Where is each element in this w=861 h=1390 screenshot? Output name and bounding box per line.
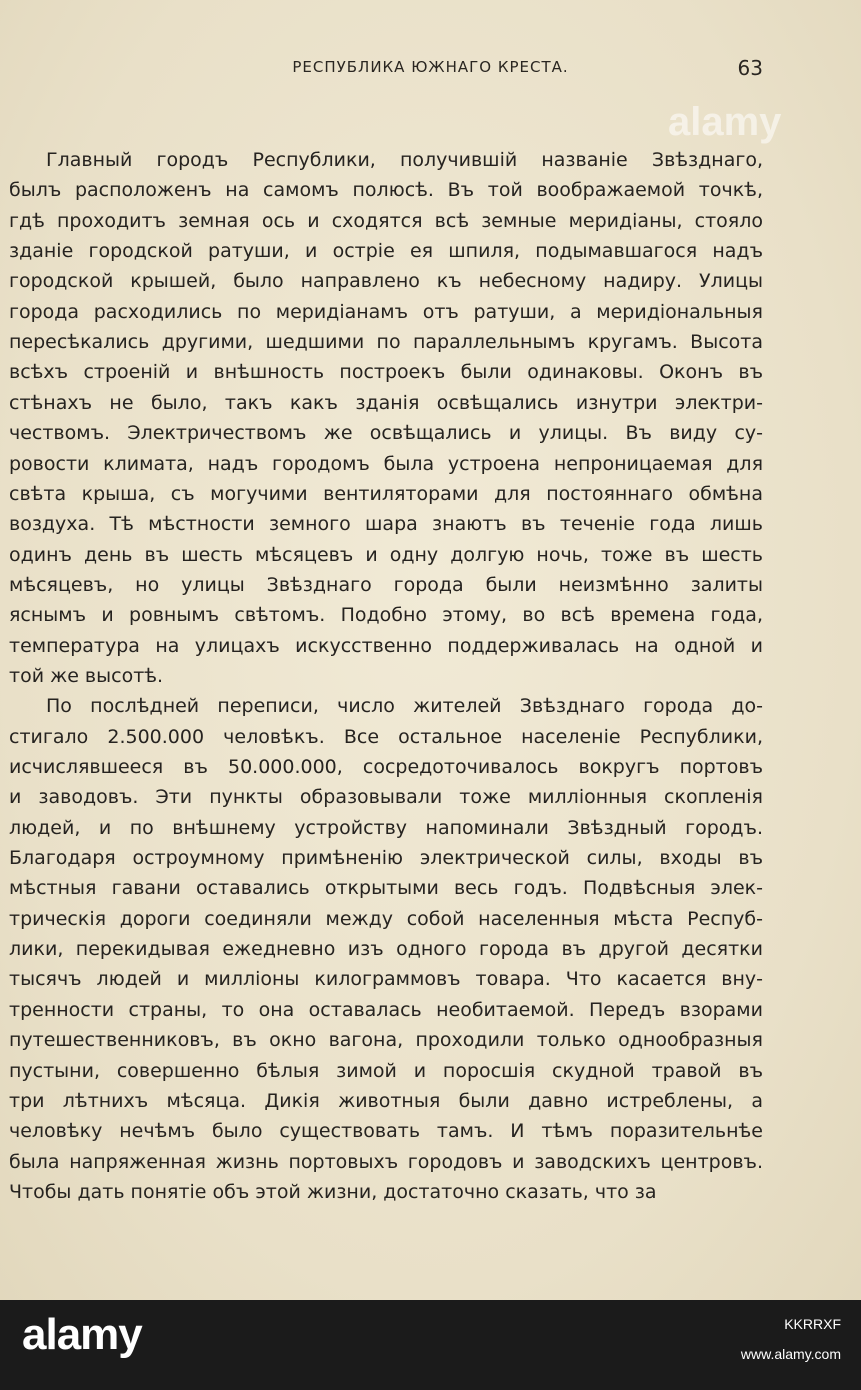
- text-line: лики, перекидывая ежедневно изъ одного города въ другой десятки: [9, 938, 763, 960]
- stock-logo-text: alamy: [22, 1310, 142, 1359]
- text-line: исчислявшееся въ 50.000.000, сосредоточивалось вокругъ портовъ: [9, 756, 763, 778]
- text-line: путешественниковъ, въ окно вагона, проходили только однообразныя: [9, 1029, 763, 1051]
- text-line: тренности страны, то она оставалась необитаемой. Передъ взорами: [9, 999, 763, 1021]
- text-line: температура на улицахъ искусственно поддерживалась на одной и: [9, 635, 763, 657]
- running-title: РЕСПУБЛИКА ЮЖНАГО КРЕСТА.: [292, 58, 569, 76]
- text-line: трическія дороги соединяли между собой населенныя мѣста Респуб-: [9, 908, 763, 930]
- text-line: Чтобы дать понятіе объ этой жизни, достаточно сказать, что за: [9, 1181, 657, 1203]
- image-id: KKRRXF: [784, 1316, 841, 1332]
- text-line: воздуха. Тѣ мѣстности земного шара знаютъ въ теченіе года лишь: [9, 513, 763, 535]
- text-line: Главный городъ Республики, получившій названіе Звѣзднаго,: [46, 149, 763, 171]
- text-line: свѣта крыша, съ могучими вентиляторами для постояннаго обмѣна: [9, 483, 763, 505]
- text-line: зданіе городской ратуши, и остріе ея шпиля, подымавшагося надъ: [9, 240, 763, 262]
- stock-url: www.alamy.com: [740, 1346, 841, 1362]
- text-line: Благодаря остроумному примѣненію электрической силы, входы въ: [9, 847, 763, 869]
- text-line: города расходились по меридіанамъ отъ ратуши, а меридіональныя: [9, 301, 763, 323]
- text-line: былъ расположенъ на самомъ полюсѣ. Въ той воображаемой точкѣ,: [9, 179, 763, 201]
- text-line: мѣстныя гавани оставались открытыми весь годъ. Подвѣсныя элек-: [9, 877, 763, 899]
- text-line: стигало 2.500.000 человѣкъ. Все остальное населеніе Республики,: [9, 726, 763, 748]
- text-line: всѣхъ строеній и внѣшность построекъ были одинаковы. Оконъ въ: [9, 361, 763, 383]
- text-line: стѣнахъ не было, такъ какъ зданія освѣщались изнутри электри-: [9, 392, 763, 414]
- text-line: пересѣкались другими, шедшими по параллельнымъ кругамъ. Высота: [9, 331, 763, 353]
- text-line: мѣсяцевъ, но улицы Звѣзднаго города были неизмѣнно залиты: [9, 574, 763, 596]
- text-line: и заводовъ. Эти пункты образовывали тоже милліонныя скопленія: [9, 786, 763, 808]
- text-line: пустыни, совершенно бѣлыя зимой и поросшія скудной травой въ: [9, 1060, 763, 1082]
- stock-footer: [0, 1300, 861, 1390]
- text-line: ровости климата, надъ городомъ была устроена непроницаемая для: [9, 453, 763, 475]
- text-line: одинъ день въ шесть мѣсяцевъ и одну долгую ночь, тоже въ шесть: [9, 544, 763, 566]
- page-number: 63: [737, 56, 763, 80]
- text-line: людей, и по внѣшнему устройству напоминали Звѣздный городъ.: [9, 817, 763, 839]
- text-line: гдѣ проходитъ земная ось и сходятся всѣ земные меридіаны, стояло: [9, 210, 763, 232]
- text-line: тысячъ людей и милліоны килограммовъ товара. Что касается вну-: [9, 968, 763, 990]
- watermark-text: alamy: [668, 100, 782, 144]
- text-line: три лѣтнихъ мѣсяца. Дикія животныя были давно истреблены, а: [9, 1090, 763, 1112]
- text-line: была напряженная жизнь портовыхъ городовъ и заводскихъ центровъ.: [9, 1151, 763, 1173]
- text-line: человѣку нечѣмъ было существовать тамъ. И тѣмъ поразительнѣе: [9, 1120, 763, 1142]
- text-line: той же высотѣ.: [9, 665, 164, 687]
- stock-logo: [22, 1310, 142, 1360]
- text-line: По послѣдней переписи, число жителей Звѣзднаго города до-: [46, 695, 763, 717]
- text-line: городской крышей, было направлено къ небесному надиру. Улицы: [9, 270, 763, 292]
- text-line: яснымъ и ровнымъ свѣтомъ. Подобно этому, во всѣ времена года,: [9, 604, 763, 626]
- text-line: чествомъ. Электричествомъ же освѣщались и улицы. Въ виду су-: [9, 422, 763, 444]
